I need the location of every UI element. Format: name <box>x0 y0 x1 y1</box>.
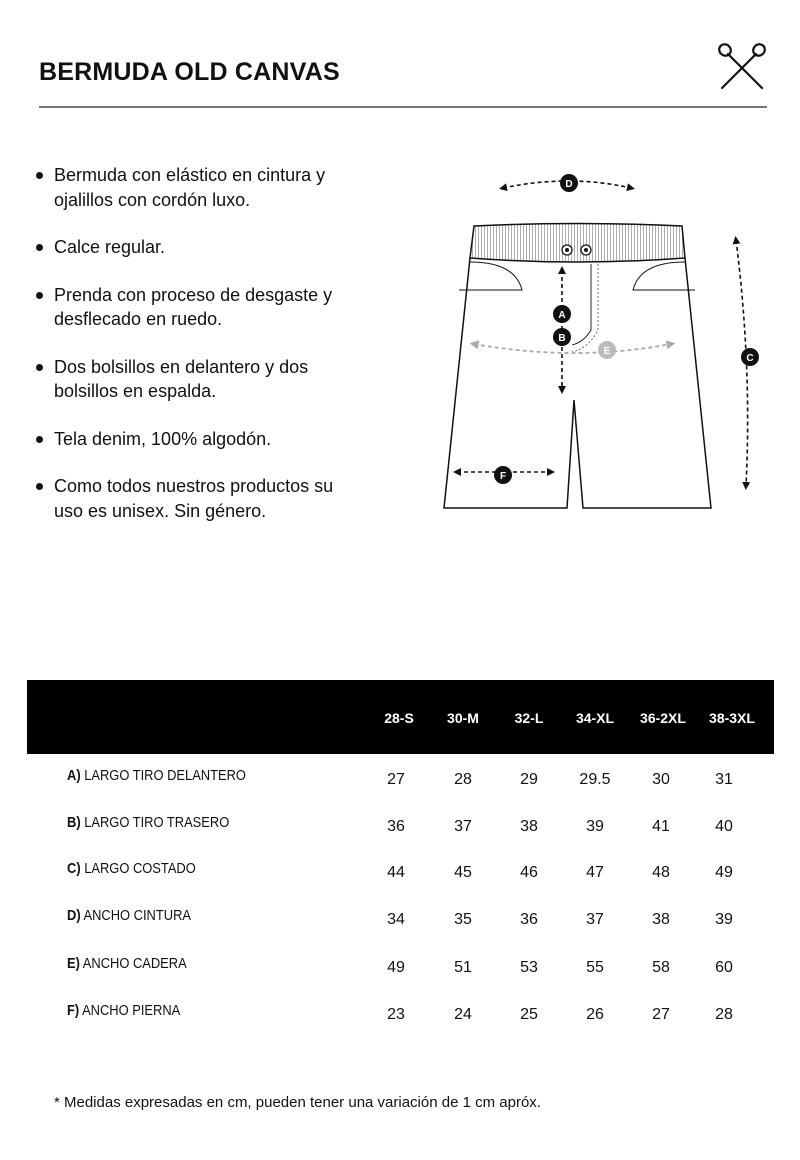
table-cell: 27 <box>387 771 405 788</box>
bullet-icon <box>36 483 43 490</box>
table-cell: 31 <box>715 771 733 788</box>
row-code: C) <box>67 860 81 877</box>
table-cell: 30 <box>652 771 670 788</box>
feature-item: Como todos nuestros productos su uso es unisex. Sin género. <box>34 474 344 523</box>
table-cell: 39 <box>715 911 733 928</box>
feature-item: Calce regular. <box>34 235 344 260</box>
marker-a <box>553 305 571 323</box>
table-cell: 45 <box>454 864 472 881</box>
svg-text:B: B <box>558 333 566 344</box>
marker-b <box>553 328 571 346</box>
size-header: 28-S <box>384 710 414 726</box>
svg-text:F: F <box>499 471 507 482</box>
table-cell: 44 <box>387 864 405 881</box>
size-header: 32-L <box>514 710 544 726</box>
footnote: * Medidas expresadas en cm, pueden tener una variación de 1 cm apróx. <box>54 1094 541 1111</box>
marker-f <box>494 466 512 484</box>
row-code: B) <box>67 814 81 831</box>
row-code: E) <box>67 955 80 972</box>
row-code: F) <box>67 1002 80 1019</box>
row-label-text: ANCHO CADERA <box>82 955 187 972</box>
row-label <box>67 1002 180 1019</box>
table-cell: 23 <box>387 1006 405 1023</box>
feature-item: Bermuda con elástico en cintura y ojalillos con cordón luxo. <box>34 163 344 212</box>
table-cell: 38 <box>652 911 670 928</box>
row-code: D) <box>67 907 81 924</box>
header-divider <box>39 106 767 108</box>
marker-d <box>560 174 578 192</box>
row-code: A) <box>67 767 81 784</box>
table-cell: 36 <box>387 818 405 835</box>
feature-item: Prenda con proceso de desgaste y desflecado en ruedo. <box>34 283 344 332</box>
bullet-icon <box>36 436 43 443</box>
table-cell: 25 <box>520 1006 538 1023</box>
row-label <box>67 814 229 831</box>
table-cell: 34 <box>387 911 405 928</box>
table-cell: 47 <box>586 864 604 881</box>
svg-text:C: C <box>746 353 754 364</box>
page-title: BERMUDA OLD CANVAS <box>39 58 340 86</box>
table-cell: 24 <box>454 1006 472 1023</box>
row-label <box>67 860 196 877</box>
table-cell: 29.5 <box>579 771 611 788</box>
table-cell: 39 <box>586 818 604 835</box>
table-cell: 48 <box>652 864 670 881</box>
row-label <box>67 907 191 924</box>
table-cell: 49 <box>715 864 733 881</box>
row-label-text: LARGO TIRO TRASERO <box>84 814 230 831</box>
table-cell: 28 <box>715 1006 733 1023</box>
svg-text:A: A <box>558 310 566 321</box>
table-cell: 37 <box>454 818 472 835</box>
bullet-icon <box>36 244 43 251</box>
table-cell: 26 <box>586 1006 604 1023</box>
table-cell: 27 <box>652 1006 670 1023</box>
size-header: 34-XL <box>575 710 615 726</box>
table-cell: 35 <box>454 911 472 928</box>
table-cell: 38 <box>520 818 538 835</box>
svg-text:D: D <box>565 179 573 190</box>
row-label-text: LARGO COSTADO <box>84 860 196 877</box>
table-cell: 58 <box>652 959 670 976</box>
feature-item: Tela denim, 100% algodón. <box>34 427 344 452</box>
table-cell: 37 <box>586 911 604 928</box>
table-cell: 49 <box>387 959 405 976</box>
row-label-text: LARGO TIRO DELANTERO <box>84 767 246 784</box>
feature-list <box>34 163 344 546</box>
size-header: 30-M <box>447 710 479 726</box>
table-cell: 41 <box>652 818 670 835</box>
row-label <box>67 955 187 972</box>
size-header: 36-2XL <box>640 710 686 726</box>
table-cell: 46 <box>520 864 538 881</box>
table-cell: 53 <box>520 959 538 976</box>
shorts-outline <box>444 258 711 508</box>
table-cell: 60 <box>715 959 733 976</box>
table-cell: 51 <box>454 959 472 976</box>
svg-text:E: E <box>603 346 611 357</box>
table-cell: 29 <box>520 771 538 788</box>
shorts-diagram <box>430 160 770 530</box>
row-label-text: ANCHO CINTURA <box>83 907 192 924</box>
bullet-icon <box>36 292 43 299</box>
feature-item: Dos bolsillos en delantero y dos bolsillos en espalda. <box>34 355 344 404</box>
marker-e <box>598 341 616 359</box>
row-label-text: ANCHO PIERNA <box>82 1002 181 1019</box>
table-cell: 28 <box>454 771 472 788</box>
bullet-icon <box>36 364 43 371</box>
bullet-icon <box>36 172 43 179</box>
scissors-icon <box>716 42 768 90</box>
table-cell: 55 <box>586 959 604 976</box>
marker-c <box>741 348 759 366</box>
table-cell: 36 <box>520 911 538 928</box>
waistband <box>470 224 685 263</box>
table-cell: 40 <box>715 818 733 835</box>
size-header: 38-3XL <box>709 710 755 726</box>
row-label <box>67 767 246 784</box>
